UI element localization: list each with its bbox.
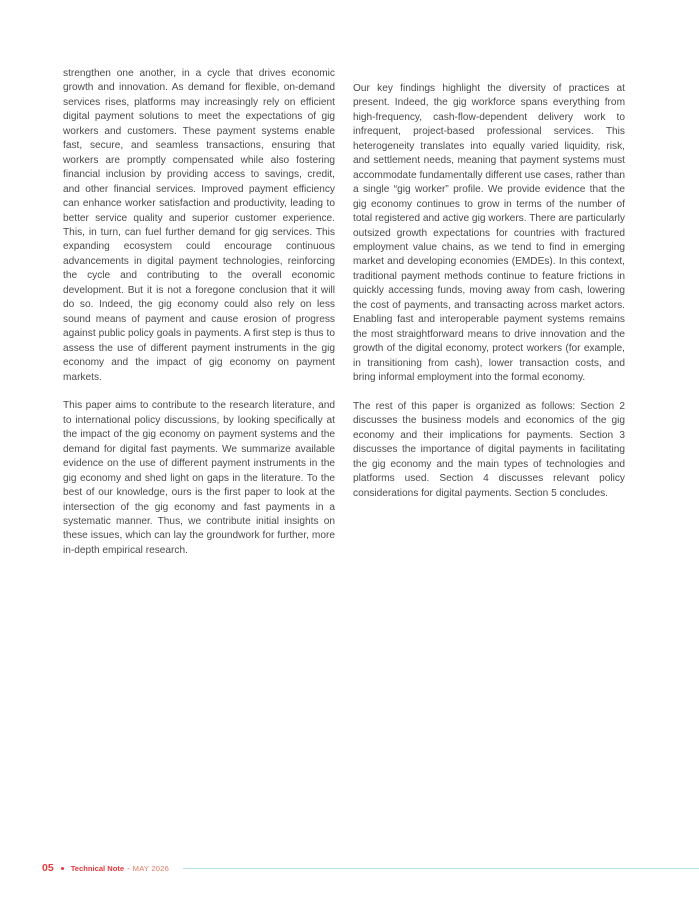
document-date: MAY 2026 (132, 863, 170, 873)
paragraph: Our key findings highlight the diversity of practices at present. Indeed, the gig workforce spans everything from high-frequency, cash-flow-dependent delivery work to infrequent, project-based professional services. This heterogeneity translates into equally varied liquidity, risk, and settlement needs, meaning that payment systems must accommodate fundamentally different use cases, rather than a single “gig worker” profile. We provide evidence that the gig economy continues to grow in terms of the number of total registered and active gig workers. There are particularly outsized growth expectations for countries with fractured employment value chains, as we tend to find in emerging market and developing economies (EMDEs). In this context, traditional payment methods continue to feature frictions in quickly accessing funds, moving away from cash, lowering the cost of payments, and transacting across market actors. Enabling fast and interoperable payment systems remains the most straightforward means to drive innovation and the growth of the digital economy, protect workers (for example, in transitioning from cash), lower transaction costs, and bring informal employment into the formal economy. (353, 83, 625, 384)
footer-separator: - (127, 863, 130, 873)
bullet-dot-icon (61, 867, 64, 870)
right-column (353, 82, 625, 501)
paragraph: The rest of this paper is organized as follows: Section 2 discusses the business models and economics of the gig economy and their implications for payments. Section 3 discusses the importance of digital payments in facilitating the gig economy and the main types of technologies and platforms used. Section 4 discusses relevant policy considerations for digital payments. Section 5 concludes. (353, 400, 625, 499)
footer-rule (183, 868, 699, 869)
left-column (63, 67, 335, 558)
page-number: 05 (42, 862, 54, 874)
paragraph: strengthen one another, in a cycle that drives economic growth and innovation. As demand for flexible, on-demand services rises, platforms may increasingly rely on efficient digital payment solutions to meet the expectations of gig workers and customers. These payment systems enable fast, secure, and seamless transactions, ensuring that workers are promptly compensated while also fostering financial inclusion by providing access to savings, credit, and other financial services. Improved payment efficiency can enhance worker satisfaction and productivity, leading to better service quality and superior customer experience. This, in turn, can fuel further demand for gig services. This expanding ecosystem could encourage continuous advancements in digital payment technologies, reinforcing the cycle and contributing to the overall economic development. But it is not a foregone conclusion that it will do so. Indeed, the gig economy could also rely on less sound means of payment and cause erosion of progress against public policy goals in payments. A first step is thus to assess the use of different payment instruments in the gig economy and the impact of gig economy on payment markets. (63, 68, 335, 383)
paragraph: This paper aims to contribute to the research literature, and to international policy discussions, by looking specifically at the impact of the gig economy on payment systems and the demand for digital fast payments. We summarize available evidence on the use of different payment instruments in the gig economy and shed light on gaps in the literature. To the best of our knowledge, ours is the first paper to look at the intersection of the gig economy and fast payments in a systematic manner. Thus, we contribute initial insights on these issues, which can lay the groundwork for further, more in-depth empirical research. (63, 400, 335, 556)
document-type: Technical Note (70, 863, 125, 873)
page-footer (42, 861, 699, 875)
